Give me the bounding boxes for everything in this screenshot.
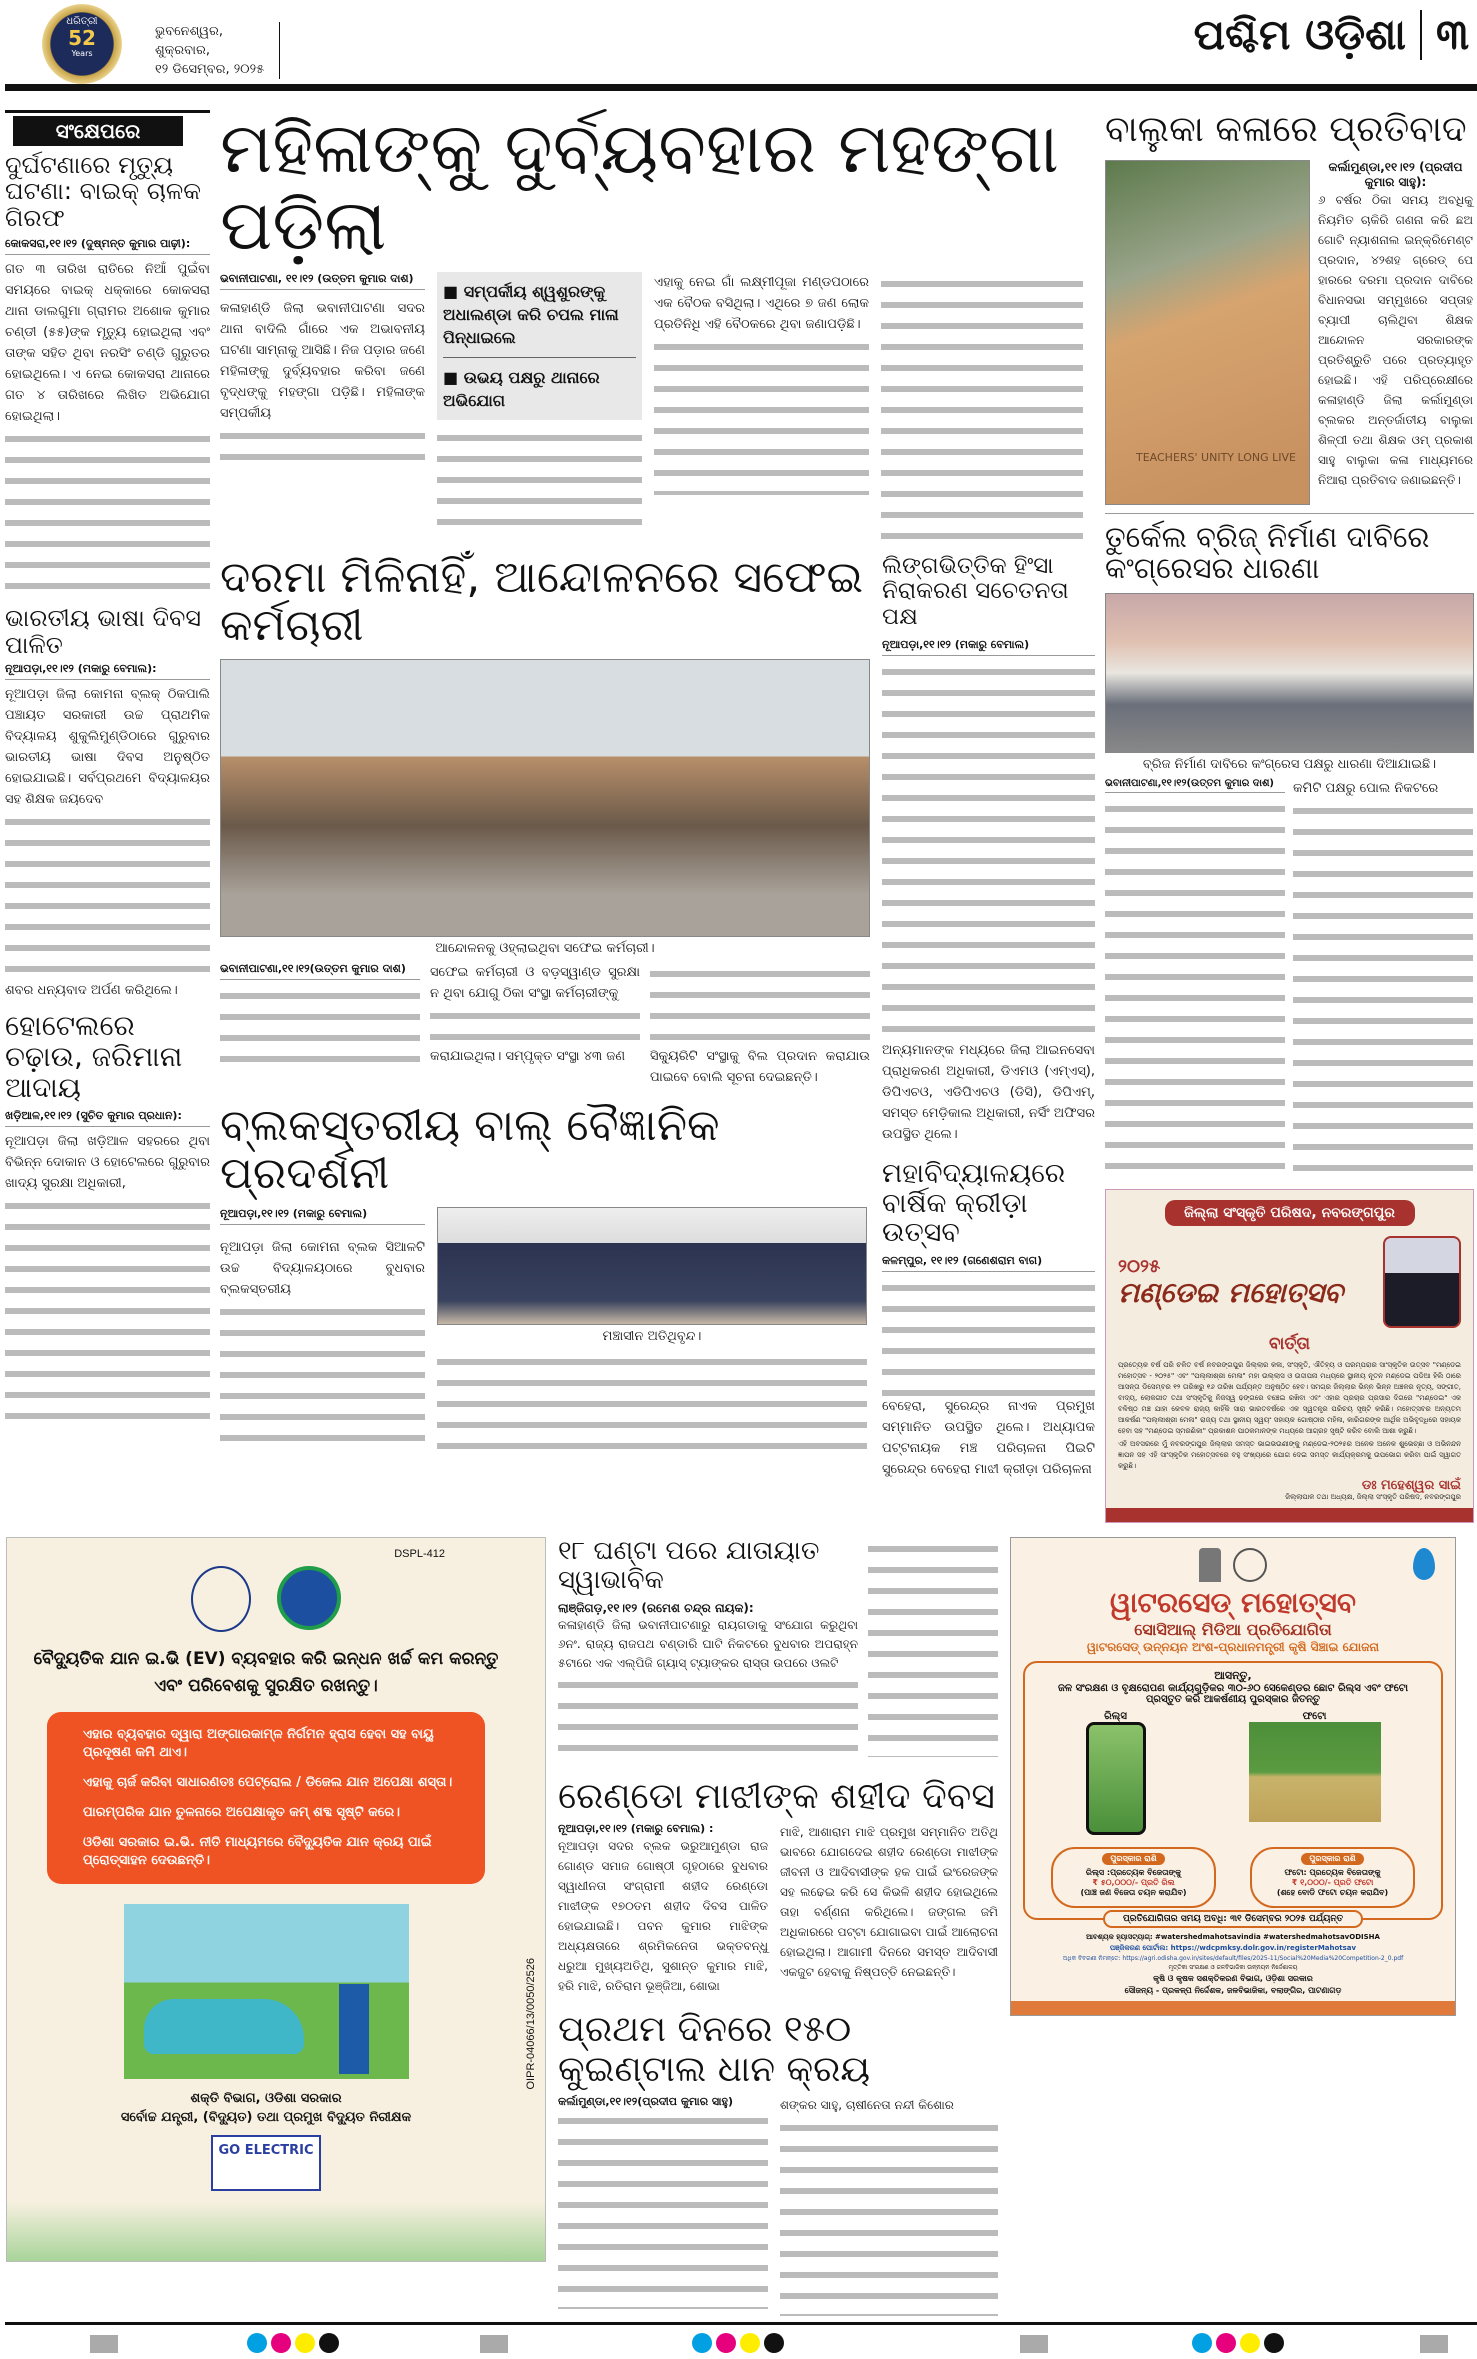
photo-prize-note: (ଶହେ ବୋଡି ଫଟୋ ଚୟନ କରାଯିବ) [1276,1888,1389,1898]
traffic-body: କଳାହାଣ୍ଡି ଜିଲା ଭବାନୀପାଟଣାରୁ ରାୟଗଡାକୁ ସଂଯୋଗ କରୁଥିବା ୬ନଂ. ରାଜ୍ୟ ରାଜପଥ ବଣ୍ଡାରି ଘାଟି ନିକଟରେ ବୁଧବାର ଅପରାହ୍ନ ୫ଟାରେ ଏକ ଏଲ୍‌ପିଜି ଗ୍ୟାସ୍ ଟ୍ୟାଙ୍କର ରାସ୍ତା ଉପରେ ଓଲଟି [558,1617,858,1670]
sand-headline: ବାଲୁକା କଳାରେ ପ୍ରତିବାଦ [1105,109,1467,150]
reel-prize-note: (ପାଞ୍ଚ ଜଣ ବିଜେତା ଚୟନ କରାଯିବ) [1080,1888,1187,1898]
issue-date [155,22,280,79]
paddy-body: ଶଙ୍କର ସାହୁ, ଚାଷୀନେତା ନନ୍ଦୀ କିଶୋର [780,2098,954,2113]
logo-sub: Years [71,49,93,58]
ev-benefits [47,1712,485,1884]
festival-signer-title: ଜିଲ୍ଲାପାଳ ତଥା ଅଧ୍ୟକ୍ଷ, ଜିଲ୍ଲା ସଂସ୍କୃତି ପରିଷଦ, ନବରଙ୍ଗପୁର [1285,1493,1461,1502]
science-headline: ବ୍ଲକସ୍ତରୀୟ ବାଲ୍ ବୈଜ୍ଞାନିକ ପ୍ରଦର୍ଶନୀ [220,1099,720,1200]
bridge-dateline: ଭବାନୀପାଟଣା,୧୧।୧୨(ଉତ୍ତମ କୁମାର ଦାଶ) [1105,778,1285,793]
festival-body-1: ପ୍ରତ୍ୟେକ ବର୍ଷ ପରି ଚଳିତ ବର୍ଷ ନବରଙ୍ଗପୁର ଜିଲ୍ଲାର କଳା, ସଂସ୍କୃତି, ଐତିହ୍ୟ ଓ ପରମ୍ପରାର ସାଂସ୍କୃତିକ ଉତ୍ସବ "ମଣ୍ଡେଇ ମହୋତ୍ସବ - ୨୦୨୫" ଏବଂ "ପଲ୍ଲୀଶ୍ରୀ ମେଳା" ମହା ଉଲ୍ଲାସ ଓ ଉଦ୍ଦୀପନା ମଧ୍ୟରେ ସ୍ଥାନୀୟ ନୂତନ ମଣ୍ଡେଇ ପଡିଆ ହିଲି ଠାରେ ଆସନ୍ତା ଡିସେମ୍ବର ୧୨ ତାରିଖରୁ ୧୬ ତାରିଖ ପର୍ଯ୍ୟନ୍ତ ଅନୁଷ୍ଠିତ ହେବ। ସମଗ୍ର ଜିଲ୍ଲାର ଭିନ୍ନ ଭିନ୍ନ ଅଞ୍ଚଳର ନୃତ୍ୟ, ସଙ୍ଗୀତ, ବାଦ୍ୟ, ଲୋକଗୀତ ତଥା ସଂସ୍କୃତିକୁ ନିଜସ୍ୱ ଢଙ୍ଗରେ ବଞ୍ଚେଇ ରଖିବା ଏବଂ ଏହାର ପ୍ରଚାର ପ୍ରସାର ଦିଗରେ "ମଣ୍ଡେଇ" ଏକ ବଳିଷ୍ଠ ମଞ୍ଚ ଯାହା କେବଳ ରାଜ୍ୟ କାହିଁକି ସାରା ଭାରତବର୍ଷରେ ଏକ ସ୍ୱତନ୍ତ୍ର ପରିଚୟ ସୃଷ୍ଟି କରିଛି। ମହୋତ୍ସବର ଅନ୍ୟତମ ଆକର୍ଷଣ "ପଲ୍ଲୀଶ୍ରୀ ମେଳା" ରାଜ୍ୟ ତଥା ସ୍ଥାନୀୟ ସ୍ୱୟଂ ସହାୟକ ଗୋଷ୍ଠୀର ମହିଳା, କାରିଗରଙ୍କ ଆର୍ଥିକ ଅଭିବୃଦ୍ଧିରେ ସହାୟକ ହେବା ସହ "ମଣ୍ଡେଇ ସ୍ମରଣିକା" ପ୍ରକାଶନ ପାଠକମାନଙ୍କ ମଧ୍ୟରେ ଆଗ୍ରହ ସୃଷ୍ଟି କରିବ ବୋଲି ଆଶା କରୁଛି। [1118,1361,1461,1436]
sculpture-text: TEACHERS' UNITY LONG LIVE [1136,450,1296,464]
bridge-caption: ବ୍ରିଜ ନିର୍ମାଣ ଦାବିରେ କଂଗ୍ରେସ ପକ୍ଷରୁ ଧାରଣା ଦିଆଯାଇଛି। [1142,757,1437,773]
brief-headline-3: ହୋଟେଲରେ ଚଢ଼ାଉ, ଜରିମାନା ଆଦାୟ [5,1008,183,1104]
traffic-headline: ୧୮ ଘଣ୍ଟା ପରେ ଯାତାୟାତ ସ୍ୱାଭାବିକ [558,1536,820,1595]
page-number: ୩ [1435,10,1469,59]
college-continued [868,1537,998,1757]
lead-highlight-2-text: ଉଭୟ ପକ୍ଷରୁ ଥାନାରେ ଅଭିଯୋଗ [443,368,600,410]
lead-headline: ମହିଳାଙ୍କୁ ଦୁର୍ବ୍ୟବହାର ମହଙ୍ଗା ପଡ଼ିଲା [220,107,1059,266]
watershed-org-2: କୃଷି ଓ କୃଷକ ସଶକ୍ତିକରଣ ବିଭାଗ, ଓଡ଼ିଶା ସରକାର [1153,1974,1313,1984]
festival-signer: ଡଃ ମହେଶ୍ୱର ସାଇଁ [1361,1478,1461,1494]
college-end: ବେହେରା, ସୁରେନ୍ଦ୍ର ନାଏକ ପ୍ରମୁଖ ସମ୍ମାନିତ ଉପସ୍ଥିତ ଥିଲେ। ଅଧ୍ୟାପକ ପଟ୍ଟନାୟକ ମଞ୍ଚ ପରିଚାଳନା ପିଇଟି ସୁରେନ୍ଦ୍ର ବେହେରା ମାଝୀ କ୍ରୀଡ଼ା ପରିଚାଳନା [882,1398,1095,1477]
watershed-portal[interactable]: ପଞ୍ଜିକରଣ ପୋର୍ଟାଲ: https://wdcpmksy.dolr.gov.in/registerMahotsav [1109,1944,1357,1953]
sand-body: ୬ ବର୍ଷର ଠିକା ସମୟ ଅବଧିକୁ ନିୟମିତ ଚାକିରି ଗଣନା କରି ଛଅ ଗୋଟି ନ୍ୟାଶନାଲ ଇନ୍‌କ୍ରିମେଣ୍ଟ ପ୍ରଦାନ, ୪୨ଶହ ଗ୍ରେଡ୍ ପେ ହାରରେ ଦରମା ପ୍ରଦାନ ଦାବିରେ ବିଧାନସଭା ସମ୍ମୁଖରେ ସପ୍ତାହ ବ୍ୟାପୀ ଚାଲିଥିବା ଶିକ୍ଷକ ଆନ୍ଦୋଳନ ସରକାରଙ୍କ ପ୍ରତିଶ୍ରୁତି ପରେ ପ୍ରତ୍ୟାହୃତ ହୋଇଛି। ଏହି ପରିପ୍ରେକ୍ଷୀରେ କଳାହାଣ୍ଡି ଜିଲା କର୍ଲାମୁଣ୍ଡା ବ୍ଲକର ଅନ୍ତର୍ଜାତୀୟ ବାଲୁକା ଶିଳ୍ପୀ ତଥା ଶିକ୍ଷକ ଓମ୍ ପ୍ରକାଶ ସାହୁ ବାଲୁକା କଳା ମାଧ୍ୟମରେ ନିଆରା ପ୍ରତିବାଦ ଜଣାଇଛନ୍ତି। [1318,192,1473,487]
brief-dateline-1: କୋକସରା,୧୧।୧୨ (ଦୁଷ୍ମନ୍ତ କୁମାର ପାଢ଼ୀ): [5,237,210,255]
ev-benefit-1: ଏହାର ବ୍ୟବହାର ଦ୍ୱାରା ଅଙ୍ଗାରକାମ୍ଳ ନିର୍ଗମନ ହ୍ରାସ ହେବା ସହ ବାୟୁ ପ୍ରଦୂଷଣ କମି ଥାଏ। [83,1727,434,1761]
lead-body-2: ଏହାକୁ ନେଇ ଗାଁ ଲକ୍ଷ୍ମୀପୂଜା ମଣ୍ଡପଠାରେ ଏକ ବୈଠକ ବସିଥିଲା। ଏଥିରେ ୭ ଜଣ ଲୋକ ପ୍ରତିନିଧି ଏହି ବୈଠକରେ ଥିବା ଜଣାପଡ଼ିଛି। [654,275,869,332]
brief-column [5,110,210,1424]
reel-phone-image [1086,1722,1146,1835]
logo-text: ଧରିତ୍ରୀ [66,16,98,27]
prize-label: ପୁରସ୍କାର ରାଶି [1301,1853,1363,1865]
college-headline: ମହାବିଦ୍ୟାଳୟରେ ବାର୍ଷିକ କ୍ରୀଡ଼ା ଉତ୍ସବ [882,1157,1066,1249]
prize-label: ପୁରସ୍କାର ରାଶି [1102,1853,1164,1865]
photo-prize-line: ଫଟୋ: ପ୍ରତ୍ୟେକ ବିଜେତାଙ୍କୁ [1284,1868,1381,1878]
safai-body: ସଫେଇ କର୍ମଚାରୀ ଓ ବଡ଼ସ୍ୱାଣ୍ଡ ସୁରକ୍ଷା ନ ଥିବା ଯୋଗୁ ଠିକା ସଂସ୍ଥା କର୍ମଚାରୀଙ୍କୁ [430,964,640,1001]
festival-subtitle: ବାର୍ତ୍ତା [1268,1334,1311,1355]
ev-ad-title: ବୈଦ୍ୟୁତିକ ଯାନ ଇ.ଭି (EV) ବ୍ୟବହାର କରି ଇନ୍ଧନ ଖର୍ଚ୍ଚ କମ କରନ୍ତୁ ଏବଂ ପରିବେଶକୁ ସୁରକ୍ଷିତ ରଖନ୍ତୁ। [33,1649,499,1697]
safai-dateline: ଭବାନୀପାଟଣା,୧୧।୧୨(ଉତ୍ତମ କୁମାର ଦାଶ) [220,962,420,980]
science-photo [437,1207,867,1325]
festival-banner: ଜିଲ୍ଲା ସଂସ୍କୃତି ପରିଷଦ, ନବରଙ୍ଗପୁର [1165,1200,1415,1226]
gender-dateline: ନୂଆପଡ଼ା,୧୧।୧୨ (ମକାରୁ ବେମାଲ) [882,638,1095,656]
watershed-hashtags: ଆବଶ୍ୟକ ହ୍ୟାସଟ୍ୟାଗ୍: #watershedmahotsavindia #watershedmahotsavODISHA [1086,1933,1380,1942]
watershed-title: ୱାଟରସେଡ୍ ମହୋତ୍ସବ [1110,1586,1356,1620]
bridge-photo [1105,593,1474,753]
landscape-photo [1249,1722,1381,1822]
masthead-title [1194,10,1469,60]
rendo-body-1: ନୂଆପଡ଼ା ସଦର ବ୍ଲକ ଭରୁଆମୁଣ୍ଡା ରାଜ ଗୋଣ୍ଡ ସମାଜ ଗୋଷ୍ଠୀ ଗୃହଠାରେ ବୁଧବାର ସ୍ୱାଧୀନତା ସଂଗ୍ରାମୀ ଶହୀଦ ରେଣ୍ଡୋ ମାଝୀଙ୍କ ୧୭୦ତମ ଶହୀଦ ଦିବସ ପାଳିତ ହୋଇଯାଇଛି। ପବନ କୁମାର ମାଝିଙ୍କ ଅଧ୍ୟକ୍ଷତାରେ ଶ୍ରମିକନେତା ଭକ୍ତବନ୍ଧୁ ଧରୁଆ ମୁଖ୍ୟଅତିଥି, ସୁଶାନ୍ତ କୁମାର ମାଝି, ହରି ମାଝି, ରତିରାମ ଭୂଞ୍ଜିଆ, ଶୋଭା [558,1839,768,1994]
watershed-subtitle: ସୋସିଆଲ୍ ମିଡିଆ ପ୍ରତିଯୋଗିତା [1134,1620,1332,1640]
brief-label: ସଂକ୍ଷେପରେ [13,116,183,146]
paddy-headline: ପ୍ରଥମ ଦିନରେ ୧୫୦ କୁଇଣ୍ଟାଲ ଧାନ କ୍ରୟ [558,2009,871,2090]
brief-dateline-3: ଖଡ଼ିଆଳ,୧୧।୧୨ (ସୁଚିତ କୁମାର ପ୍ରଧାନ): [5,1109,210,1127]
festival-body [1118,1360,1461,1472]
section-title: ପଶ୍ଚିମ ଓଡ଼ିଶା [1194,10,1422,60]
festival-body-2: ଏହି ଅବସରରେ ମୁଁ ନବରଙ୍ଗପୁର ଜିଲ୍ଲାର ସମସ୍ତ ଭାଇଭଉଣୀଙ୍କୁ ମଣ୍ଡେଇ-୨୦୨୫ର ଅନେକ ଅନେକ ଶୁଭେଚ୍ଛା ଓ ଅଭିନନ୍ଦନ ଜ୍ଞାପନ ସହ ଏହି ସାଂସ୍କୃତିକ ମହୋତ୍ସବରେ ବହୁ ସଂଖ୍ୟାରେ ଯୋଗ ଦେଇ ସମସ୍ତ କାର୍ଯ୍ୟକ୍ରମକୁ ଉପଭୋଗ କରିବା ପାଇଁ ସ୍ୱାଗତ କରୁଛି। [1118,1440,1461,1471]
official-photo [1383,1236,1461,1328]
safai-headline: ଦରମା ମିଳିନାହିଁ, ଆନ୍ଦୋଳନରେ ସଫେଇ କର୍ମଚାରୀ [220,552,864,652]
brief-body-2: ନୂଆପଡ଼ା ଜିଲା କୋମନା ବ୍ଲକ୍ ଠିକପାଲି ପଞ୍ଚାୟତ ସରକାରୀ ଉଚ୍ଚ ପ୍ରାଥମିକ ବିଦ୍ୟାଳୟ ଶୁକୁଲିମୁଣ୍ଡିଠାରେ ଗୁରୁବାର ଭାରତୀୟ ଭାଷା ଦିବସ ଅନୁଷ୍ଠିତ ହୋଇଯାଇଛି। ସର୍ବପ୍ରଥମେ ବିଦ୍ୟାଳୟର ସହ ଶିକ୍ଷକ ଜୟଦେବ [5,686,210,807]
lead-highlight-1-text: ସମ୍ପର୍କୀୟ ଶ୍ୱଶୁରଙ୍କୁ ଅଧାଲଣ୍ଡା କରି ଚପଲ ମାଳା ପିନ୍ଧାଇଲେ [443,282,619,347]
safai-end-1: କରାଯାଇଥିଲା। ସମ୍ପୃକ୍ତ ସଂସ୍ଥା ୪୩ ଜଣ [430,1048,626,1064]
reel-prize-line: ରିଲ୍ସ :ପ୍ରତ୍ୟେକ ବିଜେତାଙ୍କୁ [1085,1868,1182,1878]
lead-highlight-2: ■ ଉଭୟ ପକ୍ଷରୁ ଥାନାରେ ଅଭିଯୋଗ [443,368,600,410]
india-emblem [1199,1548,1221,1582]
bridge-headline: ତୁର୍କେଲ ବ୍ରିଜ୍ ନିର୍ମାଣ ଦାବିରେ କଂଗ୍ରେସର ଧାରଣା [1105,519,1430,586]
registration-marks [0,2325,1477,2359]
ev-car-illustration [124,1904,409,2079]
ev-ad [6,1537,546,2262]
science-body: ନୂଆପଡ଼ା ଜିଲା କୋମନା ବ୍ଲକ ସିଆଳଟି ଉଚ୍ଚ ବିଦ୍ୟାଳୟଠାରେ ବୁଧବାର ବ୍ଲକସ୍ତରୀୟ [220,1239,425,1297]
college-dateline: କଳମ୍ପୁର, ୧୧।୧୨ (ଗଣେଶରାମ ବାଗ) [882,1254,1095,1272]
lead-highlight-1: ■ ସମ୍ପର୍କୀୟ ଶ୍ୱଶୁରଙ୍କୁ ଅଧାଲଣ୍ଡା କରି ଚପଲ ମାଳା ପିନ୍ଧାଇଲେ [443,280,636,358]
brief-headline-2: ଭାରତୀୟ ଭାଷା ଦିବସ ପାଳିତ [5,604,202,659]
masthead-logo [42,4,122,84]
watershed-subtitle-2: ୱାଟରସେଡ୍ ଉନ୍ନୟନ ଅଂଶ-ପ୍ରଧାନମନ୍ତ୍ରୀ କୃଷି ସିଞ୍ଚାଇ ଯୋଜନା [1086,1640,1380,1655]
safai-end-2: ସିକ୍ୟୁରିଟି ସଂସ୍ଥାକୁ ବିଲ ପ୍ରଦାନ କରାଯାଉ ପାଇବେ ବୋଲି ସୂଚନା ଦେଇଛନ୍ତି। [650,1048,870,1085]
watershed-invite: ଆସନ୍ତୁ, [1214,1669,1252,1683]
photo-prize-amount: ₹ ୧,୦୦୦/- ପ୍ରତି ଫଟୋ [1291,1878,1374,1888]
rendo-headline: ରେଣ୍ଡୋ ମାଝୀଙ୍କ ଶହୀଦ ଦିବସ [558,1775,995,1817]
watershed-org-1: ମୃତ୍ତିକା ସଂରକ୍ଷଣ ଓ ଜଳବିଭାଜିକା ଉନ୍ନୟନ ନିର୍ଦ୍ଦେଶାଳୟ [1168,1964,1298,1972]
reel-label: ରିଲ୍ସ [1104,1711,1127,1723]
festival-ad [1105,1189,1474,1523]
ad-code: DSPL-412 [394,1548,445,1561]
rendo-body-2: ମାଝି, ଆଶାରାମ ମାଝି ପ୍ରମୁଖ ସମ୍ମାନିତ ଅତିଥି ଭାବରେ ଯୋଗଦେଇ ଶହୀଦ ରେଣ୍ଡୋ ମାଝୀଙ୍କ ଜୀବନୀ ଓ ଆଦିବାସୀଙ୍କ ହକ ପାଇଁ ଇଂରେଜଙ୍କ ସହ ଲଢେଇ କରି ସେ କିଭଳି ଶହୀଦ ହୋଇଥିଲେ ତାହା ବର୍ଣ୍ଣନା କରିଥିଲେ। ଜଙ୍ଗଲ ଜମି ଅଧିକାରରେ ପଟ୍ଟା ଯୋଗାଇବା ପାଇଁ ଆଲୋଚନା ହୋଇଥିଲା। ଆଗାମୀ ଦିନରେ ସମସ୍ତ ଆଦିବାସୀ ଏକଜୁଟ ହେବାକୁ ନିଷ୍ପତ୍ତି ନେଇଛନ୍ତି। [780,1825,998,1980]
traffic-dateline: ଲାଞ୍ଜିଗଡ଼,୧୧।୧୨ (ରମେଶ ଚନ୍ଦ୍ର ନାୟକ): [558,1600,754,1615]
logo-years: 52 [68,26,96,50]
paddy-dateline: କର୍ଲାମୁଣ୍ଡା,୧୧।୧୨(ପ୍ରଦୀପ କୁମାର ସାହୁ) [558,2095,733,2109]
ev-ref: OIPR-04066/13/0050/2526 [525,1958,537,2090]
odisha-emblem [1233,1548,1267,1582]
date-line-1: ଭୁବନେଶ୍ୱର, ଶୁକ୍ରବାର, [155,24,224,58]
reel-prize-amount: ₹ ୫୦,୦୦୦/- ପ୍ରତି ରିଲ [1092,1878,1175,1888]
reel-prize [1051,1847,1216,1908]
watershed-courtesy: ସୌଜନ୍ୟ - ପ୍ରକଳ୍ପ ନିର୍ଦ୍ଦେଶକ, ଜଳବିଭାଜିକା, ବଲାଙ୍ଗିର, ପାଟଣାଗଡ଼ [1124,1986,1342,1996]
safai-caption: ଆନ୍ଦୋଳନକୁ ଓହ୍ଲାଇଥିବା ସଫେଇ କର୍ମଚାରୀ। [435,940,655,956]
go-electric-logo: GO ELECTRIC [211,2135,321,2191]
bridge-body: କମିଟି ପକ୍ଷରୁ ପୋଲ ନିକଟରେ [1293,781,1439,797]
lead-highlights [437,272,642,420]
masthead [5,0,1477,92]
lead-dateline: ଭବାନୀପାଟଣା, ୧୧।୧୨ (ଉତ୍ତମ କୁମାର ଦାଶ) [220,272,425,290]
rendo-dateline: ନୂଆପଡ଼ା,୧୧।୧୨ (ମକାରୁ ବେମାଲ) : [558,1822,714,1836]
photo-label: ଫଟୋ [1302,1711,1327,1723]
ev-dept: ଶକ୍ତି ବିଭାଗ, ଓଡିଶା ସରକାର [190,2091,342,2107]
gender-headline: ଲିଙ୍ଗଭିତ୍ତିକ ହିଂସା ନିରାକରଣ ସଚେତନତା ପକ୍ଷ [882,553,1069,630]
ev-benefit-2: ଏହାକୁ ଚାର୍ଜ କରିବା ସାଧାରଣତଃ ପେଟ୍ରୋଲ / ଡିଜେଲ ଯାନ ଅପେକ୍ଷା ଶସ୍ତା। [83,1775,453,1791]
gender-end: ଅନ୍ୟମାନଙ୍କ ମଧ୍ୟରେ ଜିଲା ଆଇନସେବା ପ୍ରାଧିକରଣ ଅଧିକାରୀ, ଡିଏମଓ (ଏମ୍‌ଏସ୍), ଡିପିଏଚଓ, ଏଡିପିଏଚଓ (ଡିସି), ଡିପିଏମ୍, ସମସ୍ତ ମେଡ଼ିକାଲ ଅଧିକାରୀ, ନର୍ସିଂ ଅଫିସର ଉପସ୍ଥିତ ଥିଲେ। [882,1042,1095,1142]
ev-benefit-3: ପାରମ୍ପରିକ ଯାନ ତୁଳନାରେ ଅପେକ୍ଷାକୃତ କମ୍ ଶବ୍ଦ ସୃଷ୍ଟି କରେ। [83,1805,400,1821]
masthead-rule [5,84,1477,91]
water-drop-logo [1413,1548,1435,1580]
brief-body-2-end: ଶବର ଧନ୍ୟବାଦ ଅର୍ପଣ କରିଥିଲେ। [5,982,178,998]
sand-dateline: କର୍ଲାମୁଣ୍ଡା,୧୧।୧୨ (ପ୍ରଦୀପ କୁମାର ସାହୁ): [1328,159,1463,189]
science-caption: ମଞ୍ଚାସୀନ ଅତିଥିବୃନ୍ଦ। [602,1328,702,1344]
ev-officer: ସର୍ବୋଚ୍ଚ ଯନ୍ତ୍ରୀ, (ବିଦ୍ୟୁତ) ତଥା ପ୍ରମୁଖ ବିଦ୍ୟୁତ ନିରୀକ୍ଷକ [120,2110,412,2126]
watershed-info-link[interactable]: ଅଧିକ ବିବରଣୀ ନିମନ୍ତେ: https://agri.odisha.gov.in/sites/default/files/2025-11/Social%20Media%20Competition-2_0.pdf [1062,1955,1404,1963]
lead-body: କଳାହାଣ୍ଡି ଜିଲା ଭବାନୀପାଟଣା ସଦର ଥାନା ବାଦିଲି ଗାଁରେ ଏକ ଅଭାବନୀୟ ଘଟଣା ସାମ୍ନାକୁ ଆସିଛି। ନିଜ ପଡ଼ାର ଜଣେ ମହିଳାଙ୍କୁ ଦୁର୍ବ୍ୟବହାର କରିବା ଜଣେ ବୃଦ୍ଧଙ୍କୁ ମହଙ୍ଗା ପଡ଼ିଛି। ମହିଳାଙ୍କ ସମ୍ପର୍କୀୟ [220,301,425,421]
festival-year: ୨୦୨୫ [1118,1255,1161,1277]
brief-headline-1: ଦୁର୍ଘଟଣାରେ ମୃତ୍ୟୁ ଘଟଣା: ବାଇକ୍ ଚାଳକ ଗିରଫ [5,151,201,232]
brief-body-3: ନୂଆପଡ଼ା ଜିଲା ଖଡ଼ିଆଳ ସହରରେ ଥିବା ବିଭିନ୍ନ ଦୋକାନ ଓ ହୋଟେଲରେ ଗୁରୁବାର ଖାଦ୍ୟ ସୁରକ୍ଷା ଅଧିକାରୀ, [5,1134,210,1192]
bee-logo [277,1566,341,1630]
date-line-2: ୧୨ ଡିସେମ୍ବର, ୨୦୨୫ [155,62,265,77]
ev-benefit-4: ଓଡିଶା ସରକାର ଇ.ଭି. ନୀତି ମାଧ୍ୟମରେ ବୈଦ୍ୟୁତିକ ଯାନ କ୍ରୟ ପାଇଁ ପ୍ରୋତ୍ସାହନ ଦେଉଛନ୍ତି। [83,1835,432,1869]
sand-photo [1105,160,1310,505]
brief-dateline-2: ନୂଆପଡ଼ା,୧୧।୧୨ (ମକାରୁ ବେମାଲ): [5,662,210,680]
odisha-emblem [191,1566,251,1632]
watershed-invite-2: ଜଳ ସଂରକ୍ଷଣ ଓ ବୃକ୍ଷରୋପଣ କାର୍ଯ୍ୟଗୁଡ଼ିକର ୩୦-୬୦ ସେକେଣ୍ଡର ଛୋଟ ରିଲ୍ସ ଏବଂ ଫଟୋ ପ୍ରସ୍ତୁତ କରି ଆକର୍ଷଣୀୟ ପୁରସ୍କାର ଜିତନ୍ତୁ [1058,1683,1408,1706]
watershed-ad [1010,1537,1456,2016]
science-dateline: ନୂଆପଡ଼ା,୧୧।୧୨ (ମକାରୁ ବେମାଲ) [220,1207,425,1225]
watershed-deadline: ପ୍ରତିଯୋଗିତାର ସମୟ ଅବଧି: ୩୧ ଡିସେମ୍ବର ୨୦୨୫ ପର୍ଯ୍ୟନ୍ତ [1103,1910,1363,1928]
brief-body-1: ଗତ ୩ ତାରିଖ ରାତିରେ ନିଆଁ ପୁଇଁବା ସମୟରେ ବାଇକ୍ ଧକ୍କାରେ କୋକସରା ଥାନା ଡାଲଗୁମା ଗ୍ରାମର ଅଶୋକ କୁମାର ଚଣ୍ଡୀ (୫୫)ଙ୍କ ମୃତ୍ୟୁ ହୋଇଥିଲା ଏବଂ ତାଙ୍କ ସହିତ ଥିବା ନରସିଂ ଚଣ୍ଡି ଗୁରୁତର ହୋଇଥିଲେ। ଏ ନେଇ କୋକସରା ଥାନାରେ ଗତ ୪ ତାରିଖରେ ଲିଖିତ ଅଭିଯୋଗ ହୋଇଥିଲା। [5,262,210,425]
safai-photo [220,659,870,937]
festival-logo: ମଣ୍ଡେଇ ମହୋତ୍ସବ [1118,1275,1343,1309]
photo-prize [1250,1847,1415,1908]
